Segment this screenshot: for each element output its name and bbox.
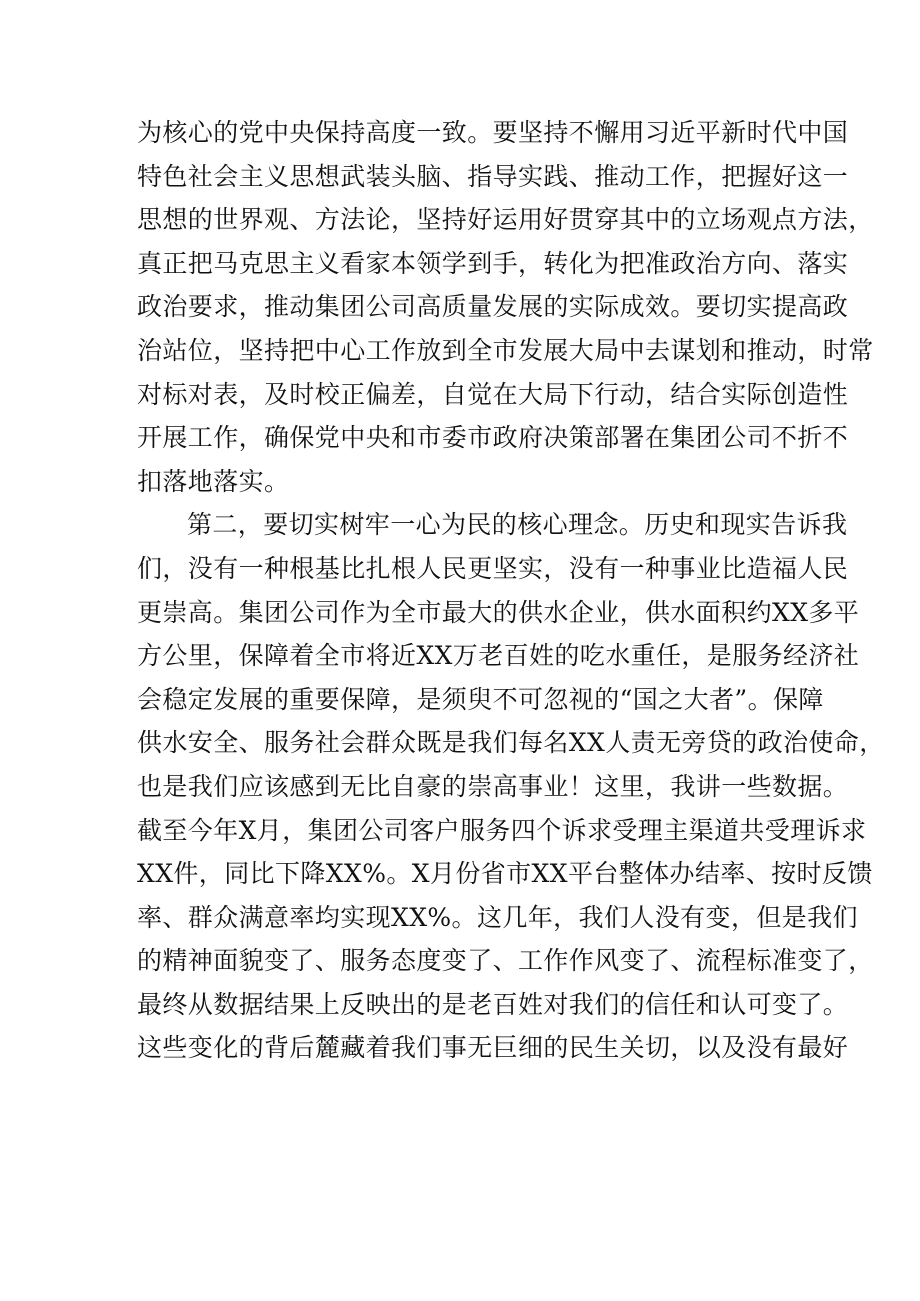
text-line: 思想的世界观、方法论，坚持好运用好贯穿其中的立场观点方法， — [137, 205, 874, 235]
text-line: 们，没有一种根基比扎根人民更坚实，没有一种事业比造福人民 — [137, 553, 849, 583]
text-line: 的精神面貌变了、服务态度变了、工作作风变了、流程标准变了， — [137, 946, 874, 976]
paragraph-1 — [137, 111, 874, 503]
text-line: 最终从数据结果上反映出的是老百姓对我们的信任和认可变了。 — [137, 989, 849, 1019]
paragraph-2 — [137, 503, 885, 1070]
text-line: XX件，同比下降XX%。X月份省市XX平台整体办结率、按时反馈 — [137, 859, 873, 889]
text-line: 治站位，坚持把中心工作放到全市发展大局中去谋划和推动，时常 — [137, 335, 874, 365]
text-line: 特色社会主义思想武装头脑、指导实践、推动工作，把握好这一 — [137, 161, 849, 191]
text-line: 为核心的党中央保持高度一致。要坚持不懈用习近平新时代中国 — [137, 118, 849, 147]
text-line: 这些变化的背后麓藏着我们事无巨细的民生关切，以及没有最好 — [137, 1033, 849, 1063]
text-line: 更崇高。集团公司作为全市最大的供水企业，供水面积约XX多平 — [137, 597, 860, 627]
text-line: 政治要求，推动集团公司高质量发展的实际成效。要切实提高政 — [137, 292, 849, 322]
text-line: 供水安全、服务社会群众既是我们每名XX人责无旁贷的政治使命， — [137, 728, 885, 758]
document-body — [137, 111, 885, 1070]
text-line: 第二，要切实树牢一心为民的核心理念。历史和现实告诉我 — [187, 510, 848, 540]
text-line: 方公里，保障着全市将近XX万老百姓的吃水重任，是服务经济社 — [137, 641, 860, 671]
text-line: 也是我们应该感到无比自豪的崇高事业！这里，我讲一些数据。 — [137, 771, 849, 801]
text-line: 会稳定发展的重要保障，是须臾不可忽视的“国之大者”。保障 — [137, 684, 824, 714]
text-line: 真正把马克思主义看家本领学到手，转化为把准政治方向、落实 — [137, 248, 849, 278]
text-line: 率、群众满意率均实现XX%。这几年，我们人没有变，但是我们 — [137, 902, 858, 932]
text-line: 截至今年X月，集团公司客户服务四个诉求受理主渠道共受理诉求 — [137, 815, 867, 845]
text-line: 对标对表，及时校正偏差，自觉在大局下行动，结合实际创造性 — [137, 379, 849, 409]
text-line: 开展工作，确保党中央和市委市政府决策部署在集团公司不折不 — [137, 423, 849, 453]
text-line: 扣落地落实。 — [137, 466, 290, 496]
